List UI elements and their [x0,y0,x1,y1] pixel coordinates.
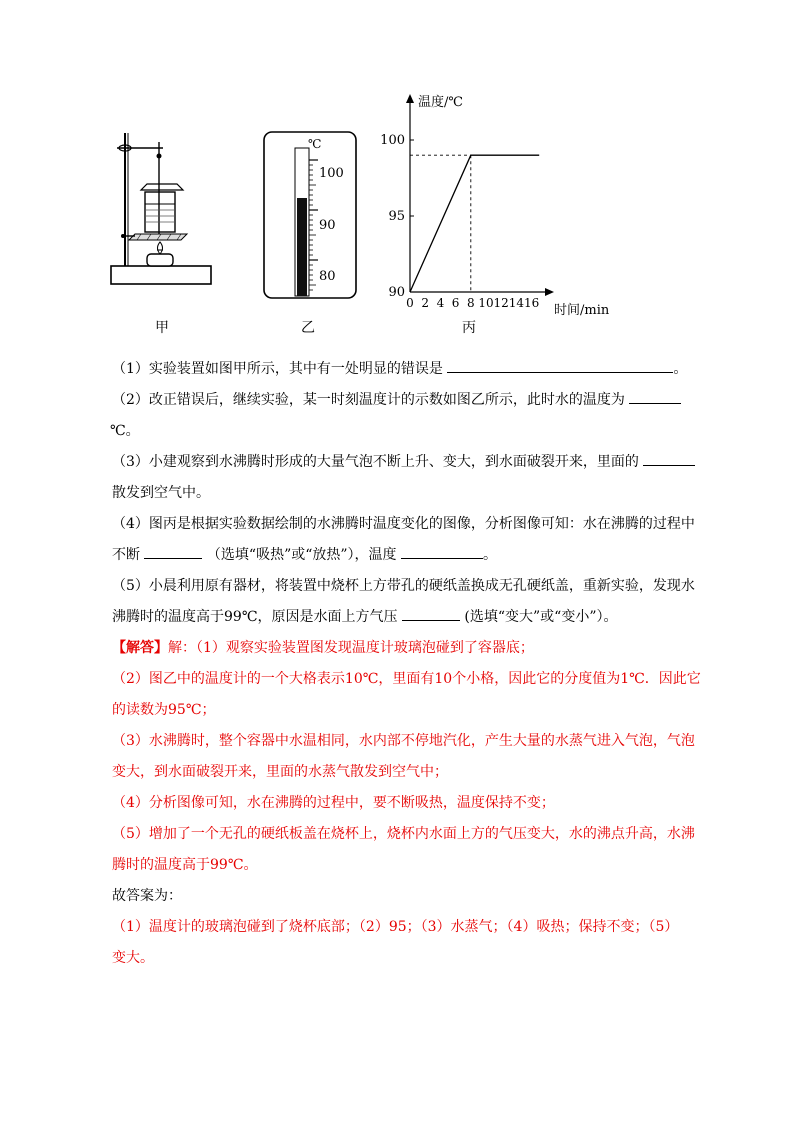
question-3: （3）小建观察到水沸腾时形成的大量气泡不断上升、变大，到水面破裂开来，里面的 [112,451,712,473]
apparatus-figure [105,128,220,293]
x-axis-label: 时间/min [554,303,610,318]
y-tick-label: 100 [380,133,405,148]
answer-2-cont: 的读数为95℃； [112,702,216,718]
answer-blank-4a[interactable] [144,544,202,559]
x-tick-label: 14 [508,296,525,310]
figure-jia-caption: 甲 [155,320,169,336]
mercury-column [297,198,307,296]
question-3-cont: 散发到空气中。 [112,485,210,501]
answer-2: （2）图乙中的温度计的一个大格表示10℃，里面有10个小格，因此它的分度值为1℃．因此它 [112,671,701,687]
figure-bing-caption: 丙 [462,320,476,336]
y-axis-label: 温度/℃ [418,95,463,110]
question-5: （5）小晨利用原有器材，将装置中烧杯上方带孔的硬纸盖换成无孔硬纸盖，重新实验，发现水 [112,578,695,594]
question-2: （2）改正错误后，继续实验，某一时刻温度计的示数如图乙所示，此时水的温度为 [112,389,712,411]
stand-base [111,266,211,284]
question-2-cont: ℃。 [110,423,140,439]
answer-1: 【解答】解：（1）观察实验装置图发现温度计玻璃泡碰到了容器底； [112,640,534,656]
thermometer-unit: ℃ [308,137,322,151]
temperature-chart [378,92,618,320]
answer-blank-1[interactable] [447,358,673,373]
y-axis-arrow [406,94,414,103]
x-axis-arrow [545,288,554,296]
x-tick-label: 4 [436,296,445,310]
thermometer-figure [262,130,360,302]
answer-blank-4b[interactable] [401,544,483,559]
final-answer-label: 故答案为： [112,888,182,904]
answer-3-cont: 变大，到水面破裂开来，里面的水蒸气散发到空气中； [112,764,448,780]
question-4: （4）图丙是根据实验数据绘制的水沸腾时温度变化的图像，分析图像可知：水在沸腾的过程中 [112,516,695,532]
answer-3: （3）水沸腾时，整个容器中水温相同，水内部不停地汽化，产生大量的水蒸气进入气泡，气泡 [112,733,695,749]
thermometer-label-90: 90 [319,218,336,233]
x-tick-label: 10 [478,296,494,310]
question-5-cont: 沸腾时的温度高于99℃，原因是水面上方气压 (选填“变大”或“变小”）。 [112,606,712,628]
answer-blank-5[interactable] [402,606,460,621]
x-tick-label: 12 [493,296,509,310]
question-body [112,358,712,978]
x-tick-label: 0 [406,296,414,310]
flame [158,242,163,254]
alcohol-lamp [147,254,173,266]
answer-blank-3[interactable] [643,451,695,466]
figure-yi-caption: 乙 [301,320,315,336]
answer-5-cont: 腾时的温度高于99℃。 [112,857,258,873]
y-tick-label: 95 [388,209,405,224]
answer-label: 【解答】 [112,640,168,656]
question-4-cont: 不断 （选填“吸热”或“放热”），温度 。 [112,544,712,566]
x-tick-label: 6 [451,296,460,310]
answer-blank-2[interactable] [629,389,681,404]
question-1: （1）实验装置如图甲所示，其中有一处明显的错误是 。 [112,358,712,380]
beaker [145,192,175,232]
y-tick-label: 90 [388,285,405,300]
final-answer-2: 变大。 [112,950,154,966]
temperature-series-line [410,155,539,292]
thermometer-label-80: 80 [319,269,336,284]
x-tick-label: 8 [466,296,475,310]
answer-4: （4）分析图像可知，水在沸腾的过程中，要不断吸热，温度保持不变； [112,795,555,811]
thermometer-label-100: 100 [319,166,344,181]
answer-5: （5）增加了一个无孔的硬纸板盖在烧杯上，烧杯内水面上方的气压变大，水的沸点升高，水沸 [112,826,695,842]
x-tick-label: 2 [421,296,430,310]
x-tick-label: 16 [523,296,540,310]
final-answer-1: （1）温度计的玻璃泡碰到了烧杯底部；（2）95；（3）水蒸气；（4）吸热；保持不变；（5） [112,919,679,935]
